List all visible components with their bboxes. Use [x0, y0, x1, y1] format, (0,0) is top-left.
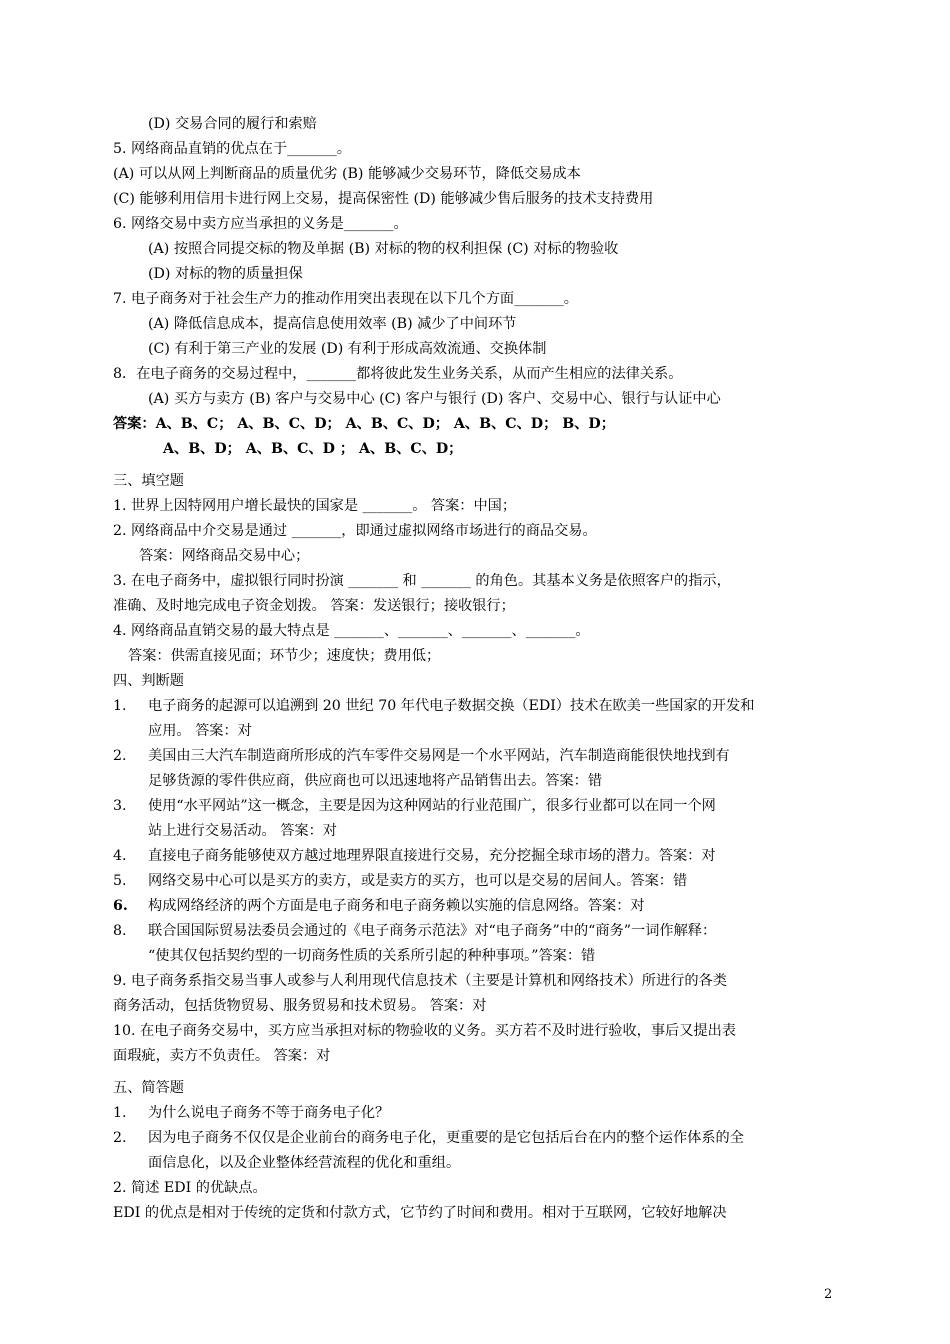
judge-item	[113, 919, 840, 944]
item-text: 因为电子商务不仅仅是企业前台的商务电子化，更重要的是它包括后台在内的整个运作体系的全	[148, 1130, 744, 1146]
short-answer-item	[113, 1126, 840, 1151]
fill-question: 2. 网络商品中介交易是通过 _______，即通过虚拟网络市场进行的商品交易。	[113, 523, 597, 539]
fill-question: 1. 世界上因特网用户增长最快的国家是 _______。 答案：中国；	[113, 498, 517, 514]
fill-question: 准确、及时地完成电子资金划拨。 答案：发送银行；接收银行；	[113, 598, 515, 614]
judge-item	[113, 869, 840, 894]
item-number: 6.	[113, 898, 128, 914]
answer-line: 答案：网络商品交易中心；	[139, 548, 310, 564]
judge-item: 10. 在电子商务交易中，买方应当承担对标的物验收的义务。买方若不及时进行验收，事后又提出表	[113, 1023, 736, 1039]
judge-item: 9. 电子商务系指交易当事人或参与人利用现代信息技术（主要是计算机和网络技术）所进行的各类	[113, 973, 727, 989]
item-number: 8.	[113, 923, 127, 939]
option-line: (C) 能够利用信用卡进行网上交易，提高保密性 (D) 能够减少售后服务的技术支持费用	[113, 191, 654, 207]
item-number: 5.	[113, 873, 127, 889]
item-text: 构成网络经济的两个方面是电子商务和电子商务赖以实施的信息网络。答案：对	[148, 898, 645, 914]
option-line: (A) 降低信息成本，提高信息使用效率 (B) 减少了中间环节	[148, 316, 517, 332]
section-heading: 三、填空题	[113, 473, 184, 489]
item-number: 3.	[113, 798, 127, 814]
item-text: 面信息化，以及企业整体经营流程的优化和重组。	[148, 1155, 461, 1171]
answer-line: 答案：供需直接见面；环节少；速度快；费用低；	[128, 648, 441, 664]
judge-item	[113, 894, 840, 919]
item-text: 商务活动，包括货物贸易、服务贸易和技术贸易。 答案：对	[113, 998, 487, 1014]
answer-line: A、B、D； A、B、C、D ； A、B、C、D；	[163, 441, 463, 457]
item-text: 直接电子商务能够使双方越过地理界限直接进行交易，充分挖掘全球市场的潜力。答案：对	[148, 848, 716, 864]
item-text: 足够货源的零件供应商，供应商也可以迅速地将产品销售出去。答案：错	[148, 773, 603, 789]
fill-question: 4. 网络商品直销交易的最大特点是 _______、_______、_______、_______。	[113, 623, 590, 639]
short-answer-text	[113, 1201, 840, 1226]
item-text: 网络交易中心可以是买方的卖方，或是卖方的买方，也可以是交易的居间人。答案：错	[148, 873, 688, 889]
item-text: 使用“水平网站”这一概念，主要是因为这种网站的行业范围广，很多行业都可以在同一个网	[148, 798, 716, 814]
item-number: 4.	[113, 848, 127, 864]
item-text: 面瑕疵，卖方不负责任。 答案：对	[113, 1048, 331, 1064]
judge-item	[113, 794, 840, 819]
item-number: 2.	[113, 1130, 127, 1146]
answer-line: 答案：A、B、C； A、B、C、D； A、B、C、D； A、B、C、D； B、D；	[113, 416, 615, 432]
item-text: 电子商务的起源可以追溯到 20 世纪 70 年代电子数据交换（EDI）技术在欧美一些国家的开发和	[148, 698, 755, 714]
judge-item	[113, 694, 840, 719]
question-line: 6. 网络交易中卖方应当承担的义务是_______。	[113, 216, 408, 232]
item-text: 站上进行交易活动。 答案：对	[148, 823, 337, 839]
item-number: 1.	[113, 1105, 127, 1121]
item-number: 1.	[113, 698, 127, 714]
option-line: (D) 交易合同的履行和索赔	[148, 116, 317, 132]
question-line: 8．在电子商务的交易过程中，_______都将彼此发生业务关系，从而产生相应的法律关系。	[113, 366, 683, 382]
item-number: 2.	[113, 748, 127, 764]
judge-item	[113, 744, 840, 769]
option-line: (D) 对标的物的质量担保	[148, 266, 303, 282]
page-number: 2	[824, 1287, 833, 1302]
section-heading: 四、判断题	[113, 673, 184, 689]
item-text: 为什么说电子商务不等于商务电子化？	[148, 1105, 390, 1121]
question-line: 5. 网络商品直销的优点在于_______。	[113, 141, 351, 157]
short-answer-item	[113, 1101, 840, 1126]
option-line: (C) 有利于第三产业的发展 (D) 有利于形成高效流通、交换体制	[148, 341, 547, 357]
question-line: 7. 电子商务对于社会生产力的推动作用突出表现在以下几个方面_______。	[113, 291, 578, 307]
judge-item	[113, 844, 840, 869]
option-line: (A) 买方与卖方 (B) 客户与交易中心 (C) 客户与银行 (D) 客户、交易中心、银行与认证中心	[148, 391, 721, 407]
option-line: (A) 可以从网上判断商品的质量优劣 (B) 能够减少交易环节，降低交易成本	[113, 166, 581, 182]
item-text: 联合国国际贸易法委员会通过的《电子商务示范法》对“电子商务”中的“商务”一词作解释：	[148, 923, 717, 939]
item-text: “使其仅包括契约型的一切商务性质的关系所引起的种种事项。”答案：错	[148, 948, 596, 964]
short-answer-item: 2. 简述 EDI 的优缺点。	[113, 1180, 267, 1196]
document-body	[113, 112, 840, 1226]
fill-question: 3. 在电子商务中，虚拟银行同时扮演 _______ 和 _______ 的角色。其基本义务是依照客户的指示，	[113, 573, 731, 589]
section-heading: 五、简答题	[113, 1080, 184, 1096]
item-text: 美国由三大汽车制造商所形成的汽车零件交易网是一个水平网站，汽车制造商能很快地找到有	[148, 748, 730, 764]
option-line: (A) 按照合同提交标的物及单据 (B) 对标的物的权利担保 (C) 对标的物验收	[148, 241, 619, 257]
item-text: EDI 的优点是相对于传统的定货和付款方式，它节约了时间和费用。相对于互联网，它较好地解决	[113, 1205, 727, 1221]
item-text: 应用。 答案：对	[148, 723, 252, 739]
